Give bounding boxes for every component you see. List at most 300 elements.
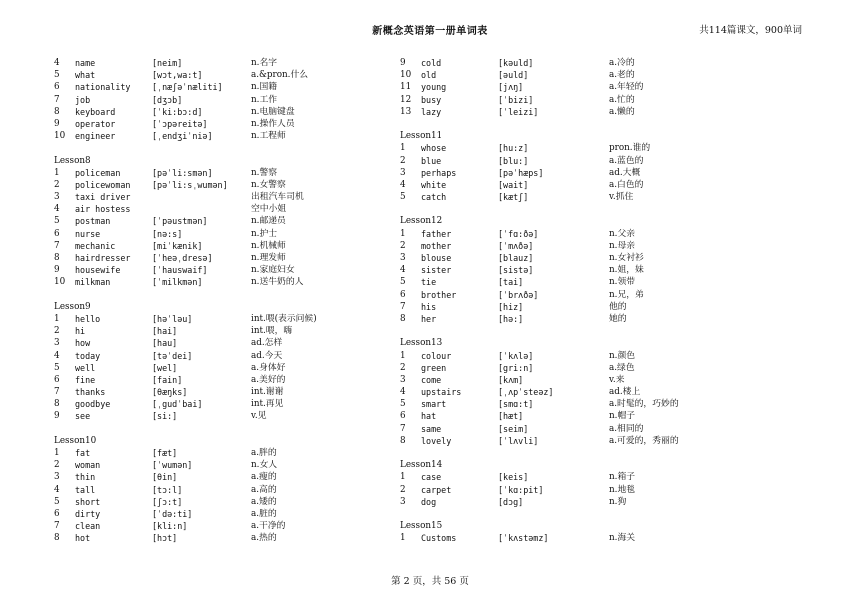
entry-number: 5 bbox=[400, 192, 406, 203]
vocabulary-row bbox=[400, 374, 780, 386]
entry-number: 6 bbox=[400, 411, 406, 422]
phonetic-transcription: [smɑ:t] bbox=[498, 399, 534, 410]
lesson-heading: Lesson14 bbox=[400, 460, 443, 471]
vocabulary-row bbox=[54, 459, 434, 471]
vocabulary-row bbox=[54, 252, 434, 264]
vocabulary-row bbox=[54, 57, 434, 69]
english-word: milkman bbox=[75, 277, 111, 288]
chinese-meaning: n.女衬衫 bbox=[609, 253, 644, 263]
phonetic-transcription: [həˈləu] bbox=[152, 313, 193, 324]
chinese-meaning: int.再见 bbox=[251, 399, 284, 410]
chinese-meaning: n.家庭妇女 bbox=[251, 265, 295, 276]
chinese-meaning: n.理发师 bbox=[251, 253, 286, 263]
entry-number: 4 bbox=[400, 265, 406, 276]
vocabulary-row bbox=[400, 179, 780, 191]
chinese-meaning: n.操作人员 bbox=[251, 118, 295, 129]
english-word: engineer bbox=[75, 131, 116, 142]
english-word: brother bbox=[421, 289, 457, 300]
chinese-meaning: a.绿色 bbox=[609, 362, 635, 373]
english-word: thin bbox=[75, 472, 96, 483]
english-word: see bbox=[75, 411, 91, 422]
phonetic-transcription: [dɔg] bbox=[498, 496, 524, 507]
phonetic-transcription: [ˈleizi] bbox=[498, 106, 539, 117]
chinese-meaning: 他的 bbox=[609, 301, 627, 312]
chinese-meaning: a.胖的 bbox=[251, 448, 277, 458]
english-word: fat bbox=[75, 448, 91, 458]
entry-number: 5 bbox=[54, 70, 60, 81]
vocabulary-row bbox=[54, 350, 434, 362]
lesson-heading: Lesson12 bbox=[400, 216, 443, 227]
english-word: nationality bbox=[75, 82, 131, 93]
spacer bbox=[400, 325, 780, 337]
entry-number: 8 bbox=[54, 106, 60, 117]
entry-number: 4 bbox=[400, 387, 406, 398]
vocabulary-row bbox=[54, 386, 434, 398]
entry-number: 10 bbox=[54, 131, 66, 142]
phonetic-transcription: [ˈhauswaif] bbox=[152, 265, 208, 276]
chinese-meaning: 空中小姐 bbox=[251, 204, 287, 215]
chinese-meaning: a.老的 bbox=[609, 70, 635, 81]
entry-number: 4 bbox=[400, 179, 406, 190]
english-word: hot bbox=[75, 533, 91, 544]
chinese-meaning: int.谢谢 bbox=[251, 387, 284, 398]
english-word: keyboard bbox=[75, 106, 116, 117]
entry-number: 9 bbox=[54, 265, 60, 276]
vocabulary-row bbox=[400, 532, 780, 544]
entry-number: 5 bbox=[400, 399, 406, 410]
entry-number: 1 bbox=[400, 143, 406, 154]
entry-number: 1 bbox=[54, 313, 60, 324]
entry-number: 4 bbox=[54, 350, 60, 361]
chinese-meaning: a.可爱的，秀丽的 bbox=[609, 435, 679, 446]
vocabulary-row bbox=[54, 179, 434, 191]
chinese-meaning: n.父亲 bbox=[609, 228, 636, 239]
vocabulary-row bbox=[400, 252, 780, 264]
chinese-meaning: a.时髦的，巧妙的 bbox=[609, 399, 679, 410]
phonetic-transcription: [seim] bbox=[498, 423, 529, 434]
entry-number: 12 bbox=[400, 94, 412, 105]
entry-number: 1 bbox=[400, 228, 406, 239]
chinese-meaning: n.海关 bbox=[609, 533, 636, 544]
entry-number: 8 bbox=[400, 313, 406, 324]
lesson-heading: Lesson13 bbox=[400, 338, 443, 349]
entry-number: 5 bbox=[54, 216, 60, 227]
chinese-meaning: n.机械师 bbox=[251, 240, 286, 251]
chinese-meaning: pron.谁的 bbox=[609, 143, 651, 154]
english-word: busy bbox=[421, 94, 442, 105]
phonetic-transcription: [ˈkɑ:pit] bbox=[498, 484, 544, 495]
phonetic-transcription: [neim] bbox=[152, 58, 183, 68]
vocabulary-row bbox=[400, 362, 780, 374]
right-vocabulary-column bbox=[400, 57, 780, 545]
vocabulary-row bbox=[54, 496, 437, 508]
chinese-meaning: 她的 bbox=[609, 313, 627, 324]
english-word: come bbox=[421, 374, 442, 385]
vocabulary-row bbox=[54, 484, 434, 496]
vocabulary-row bbox=[400, 228, 780, 240]
entry-number: 3 bbox=[54, 338, 60, 349]
english-word: tall bbox=[75, 484, 96, 495]
english-word: Customs bbox=[421, 533, 457, 544]
chinese-meaning: n.工作 bbox=[251, 94, 278, 105]
spacer bbox=[54, 142, 434, 154]
entry-number: 6 bbox=[54, 508, 60, 519]
chinese-meaning: a.相同的 bbox=[609, 423, 644, 434]
english-word: blue bbox=[421, 155, 442, 166]
phonetic-transcription: [blu:] bbox=[498, 155, 529, 166]
vocabulary-row bbox=[54, 240, 434, 252]
chinese-meaning: n.护士 bbox=[251, 228, 278, 239]
english-word: name bbox=[75, 58, 96, 68]
english-word: well bbox=[75, 362, 96, 373]
entry-number: 6 bbox=[400, 289, 406, 300]
chinese-meaning: v.见 bbox=[251, 411, 267, 422]
english-word: taxi driver bbox=[75, 192, 131, 203]
phonetic-transcription: [hau] bbox=[152, 338, 178, 349]
english-word: upstairs bbox=[421, 387, 462, 398]
vocabulary-row bbox=[54, 520, 434, 532]
english-word: smart bbox=[421, 399, 447, 410]
phonetic-transcription: [əuld] bbox=[498, 70, 529, 81]
chinese-meaning: n.女人 bbox=[251, 460, 278, 471]
vocabulary-row bbox=[54, 191, 434, 203]
entry-number: 5 bbox=[54, 496, 60, 507]
english-word: thanks bbox=[75, 387, 106, 398]
chinese-meaning: n.送牛奶的人 bbox=[251, 277, 304, 288]
english-word: woman bbox=[75, 460, 101, 471]
spacer bbox=[400, 118, 780, 130]
english-word: green bbox=[421, 362, 447, 373]
chinese-meaning: ad.怎样 bbox=[251, 338, 283, 349]
phonetic-transcription: [ˈdə:ti] bbox=[152, 508, 193, 519]
english-word: mother bbox=[421, 240, 452, 251]
vocabulary-row bbox=[54, 69, 437, 81]
phonetic-transcription: [ˈbizi] bbox=[498, 94, 534, 105]
vocabulary-row bbox=[54, 81, 434, 93]
entry-number: 1 bbox=[400, 350, 406, 361]
vocabulary-row bbox=[54, 276, 437, 288]
entry-number: 5 bbox=[400, 277, 406, 288]
phonetic-transcription: [hai] bbox=[152, 326, 178, 337]
chinese-meaning: v.来 bbox=[609, 374, 625, 385]
phonetic-transcription: [ˈkʌlə] bbox=[498, 350, 534, 361]
phonetic-transcription: [ʃɔ:t] bbox=[152, 496, 183, 507]
chinese-meaning: n.警察 bbox=[251, 167, 278, 178]
english-word: her bbox=[421, 313, 437, 324]
english-word: catch bbox=[421, 192, 447, 203]
english-word: housewife bbox=[75, 265, 121, 276]
entry-number: 2 bbox=[400, 155, 406, 166]
entry-number: 6 bbox=[54, 228, 60, 239]
entry-number: 2 bbox=[54, 179, 60, 190]
entry-number: 3 bbox=[54, 472, 60, 483]
english-word: postman bbox=[75, 216, 111, 227]
phonetic-transcription: [ˈfɑ:ðə] bbox=[498, 228, 539, 239]
page-header bbox=[0, 22, 860, 38]
vocabulary-row bbox=[400, 106, 780, 118]
vocabulary-row bbox=[54, 532, 434, 544]
vocabulary-row bbox=[54, 398, 434, 410]
phonetic-transcription: [hə:] bbox=[498, 313, 524, 324]
chinese-meaning: a.身体好 bbox=[251, 362, 286, 373]
phonetic-transcription: [pəˈhæps] bbox=[498, 167, 544, 178]
entry-number: 8 bbox=[54, 253, 60, 263]
chinese-meaning: int.喂(表示问候) bbox=[251, 313, 317, 324]
lesson-heading: Lesson15 bbox=[400, 521, 443, 532]
vocabulary-row bbox=[54, 118, 434, 130]
phonetic-transcription: [pəˈli:sˌwumən] bbox=[152, 179, 228, 190]
phonetic-transcription: [wɔt,wa:t] bbox=[152, 70, 203, 81]
phonetic-transcription: [ˈmilkmən] bbox=[152, 277, 203, 288]
vocabulary-row bbox=[400, 496, 780, 508]
phonetic-transcription: [θæŋks] bbox=[152, 387, 188, 398]
entry-number: 1 bbox=[54, 167, 60, 178]
vocabulary-row bbox=[400, 276, 780, 288]
entry-number: 8 bbox=[400, 435, 406, 446]
chinese-meaning: a.忙的 bbox=[609, 94, 635, 105]
phonetic-transcription: [fain] bbox=[152, 374, 183, 385]
entry-number: 3 bbox=[54, 192, 60, 203]
english-word: colour bbox=[421, 350, 452, 361]
vocabulary-row bbox=[400, 301, 780, 313]
entry-number: 1 bbox=[400, 472, 406, 483]
english-word: hello bbox=[75, 313, 101, 324]
entry-number: 9 bbox=[400, 58, 406, 68]
phonetic-transcription: [tai] bbox=[498, 277, 524, 288]
entry-number: 13 bbox=[400, 106, 412, 117]
english-word: policeman bbox=[75, 167, 121, 178]
english-word: goodbye bbox=[75, 399, 111, 410]
chinese-meaning: n.电脑键盘 bbox=[251, 106, 295, 117]
english-word: same bbox=[421, 423, 442, 434]
chinese-meaning: n.母亲 bbox=[609, 240, 636, 251]
english-word: what bbox=[75, 70, 96, 81]
english-word: cold bbox=[421, 58, 442, 68]
chinese-meaning: a.脏的 bbox=[251, 508, 277, 519]
phonetic-transcription: [ˈpəustmən] bbox=[152, 216, 208, 227]
english-word: air hostess bbox=[75, 204, 131, 215]
english-word: dirty bbox=[75, 508, 101, 519]
phonetic-transcription: [təˈdei] bbox=[152, 350, 193, 361]
phonetic-transcription: [θin] bbox=[152, 472, 178, 483]
english-word: hairdresser bbox=[75, 253, 131, 263]
chinese-meaning: a.矮的 bbox=[251, 496, 277, 507]
entry-number: 6 bbox=[54, 82, 60, 93]
entry-number: 9 bbox=[54, 118, 60, 129]
english-word: policewoman bbox=[75, 179, 131, 190]
english-word: tie bbox=[421, 277, 437, 288]
english-word: fine bbox=[75, 374, 96, 385]
english-word: nurse bbox=[75, 228, 101, 239]
phonetic-transcription: [keis] bbox=[498, 472, 529, 483]
english-word: white bbox=[421, 179, 447, 190]
entry-number: 2 bbox=[54, 460, 60, 471]
entry-number: 3 bbox=[400, 496, 406, 507]
chinese-meaning: n.工程师 bbox=[251, 131, 286, 142]
entry-number: 3 bbox=[400, 253, 406, 263]
chinese-meaning: v.抓住 bbox=[609, 192, 634, 203]
chinese-meaning: n.名字 bbox=[251, 58, 278, 68]
phonetic-transcription: [ˈbrʌðə] bbox=[498, 289, 539, 300]
vocabulary-row bbox=[400, 264, 780, 276]
entry-number: 10 bbox=[400, 70, 412, 81]
english-word: case bbox=[421, 472, 442, 483]
chinese-meaning: a.热的 bbox=[251, 533, 277, 544]
entry-number: 6 bbox=[54, 374, 60, 385]
vocabulary-row bbox=[400, 289, 780, 301]
phonetic-transcription: [blauz] bbox=[498, 253, 534, 263]
entry-number: 8 bbox=[54, 399, 60, 410]
chinese-meaning: a.干净的 bbox=[251, 521, 286, 532]
vocabulary-row bbox=[54, 106, 434, 118]
chinese-meaning: n.兄，弟 bbox=[609, 289, 644, 300]
phonetic-transcription: [wel] bbox=[152, 362, 178, 373]
english-word: lazy bbox=[421, 106, 442, 117]
lesson-heading: Lesson9 bbox=[54, 301, 91, 312]
phonetic-transcription: [ˈki:bɔ:d] bbox=[152, 106, 203, 117]
phonetic-transcription: [kætʃ] bbox=[498, 192, 529, 203]
spacer bbox=[54, 423, 434, 435]
vocabulary-row bbox=[54, 264, 434, 276]
chinese-meaning: a.白色的 bbox=[609, 179, 644, 190]
english-word: clean bbox=[75, 521, 101, 532]
vocabulary-row bbox=[54, 228, 434, 240]
entry-number: 7 bbox=[54, 94, 60, 105]
english-word: job bbox=[75, 94, 91, 105]
entry-number: 10 bbox=[54, 277, 66, 288]
vocabulary-row bbox=[400, 471, 780, 483]
phonetic-transcription: [hɔt] bbox=[152, 533, 178, 544]
vocabulary-row bbox=[54, 203, 434, 215]
phonetic-transcription: [hu:z] bbox=[498, 143, 529, 154]
english-word: dog bbox=[421, 496, 437, 507]
phonetic-transcription: [dʒɔb] bbox=[152, 94, 183, 105]
chinese-meaning: ad.大概 bbox=[609, 167, 641, 178]
spacer bbox=[54, 289, 434, 301]
chinese-meaning: ad.楼上 bbox=[609, 387, 641, 398]
phonetic-transcription: [kəuld] bbox=[498, 58, 534, 68]
phonetic-transcription: [ˈwumən] bbox=[152, 460, 193, 471]
entry-number: 9 bbox=[54, 411, 60, 422]
chinese-meaning: int.喂，嗨 bbox=[251, 326, 293, 337]
entry-number: 3 bbox=[400, 374, 406, 385]
chinese-meaning: a.&pron.什么 bbox=[251, 70, 309, 81]
english-word: old bbox=[421, 70, 437, 81]
english-word: blouse bbox=[421, 253, 452, 263]
entry-number: 4 bbox=[54, 484, 60, 495]
phonetic-transcription: [ˈmʌðə] bbox=[498, 240, 534, 251]
spacer bbox=[400, 447, 780, 459]
phonetic-transcription: [ˌendʒiˈniə] bbox=[152, 131, 213, 142]
english-word: hi bbox=[75, 326, 86, 337]
chinese-meaning: a.冷的 bbox=[609, 58, 635, 68]
entry-number: 4 bbox=[54, 58, 60, 68]
english-word: mechanic bbox=[75, 240, 116, 251]
vocabulary-row bbox=[400, 398, 780, 410]
chinese-meaning: n.邮递员 bbox=[251, 216, 286, 227]
chinese-meaning: n.颜色 bbox=[609, 350, 636, 361]
entry-number: 2 bbox=[400, 362, 406, 373]
chinese-meaning: n.姐，妹 bbox=[609, 265, 644, 276]
vocabulary-row bbox=[400, 94, 780, 106]
entry-number: 7 bbox=[400, 423, 406, 434]
lesson-heading: Lesson8 bbox=[54, 155, 91, 166]
english-word: today bbox=[75, 350, 101, 361]
entry-number: 11 bbox=[400, 82, 412, 93]
chinese-meaning: a.蓝色的 bbox=[609, 155, 644, 166]
phonetic-transcription: [ˈɔpəreitə] bbox=[152, 118, 208, 129]
entry-number: 3 bbox=[400, 167, 406, 178]
vocabulary-row bbox=[54, 94, 434, 106]
phonetic-transcription: [ˌgudˈbai] bbox=[152, 399, 203, 410]
entry-number: 5 bbox=[54, 362, 60, 373]
vocabulary-row bbox=[54, 130, 434, 142]
phonetic-transcription: [miˈkænik] bbox=[152, 240, 203, 251]
vocabulary-row bbox=[54, 215, 434, 227]
entry-number: 7 bbox=[54, 240, 60, 251]
phonetic-transcription: [pəˈli:smən] bbox=[152, 167, 213, 178]
chinese-meaning: n.地毯 bbox=[609, 484, 636, 495]
english-word: whose bbox=[421, 143, 447, 154]
chinese-meaning: n.女警察 bbox=[251, 179, 286, 190]
vocabulary-row bbox=[54, 337, 434, 349]
english-word: his bbox=[421, 301, 437, 312]
phonetic-transcription: [si:] bbox=[152, 411, 178, 422]
entry-number: 2 bbox=[400, 484, 406, 495]
document-title: 新概念英语第一册单词表 bbox=[372, 26, 488, 37]
english-word: short bbox=[75, 496, 101, 507]
entry-number: 8 bbox=[54, 533, 60, 544]
vocabulary-row bbox=[400, 142, 780, 154]
entry-number: 1 bbox=[400, 533, 406, 544]
chinese-meaning: n.帽子 bbox=[609, 411, 636, 422]
vocabulary-row bbox=[400, 155, 780, 167]
entry-number: 2 bbox=[400, 240, 406, 251]
vocabulary-row bbox=[54, 167, 434, 179]
entry-number: 7 bbox=[54, 387, 60, 398]
vocabulary-row bbox=[400, 423, 780, 435]
vocabulary-row bbox=[400, 484, 780, 496]
english-word: father bbox=[421, 228, 452, 239]
vocabulary-row bbox=[54, 374, 434, 386]
spacer bbox=[400, 203, 780, 215]
phonetic-transcription: [ˈlʌvli] bbox=[498, 435, 539, 446]
vocabulary-row bbox=[400, 313, 780, 325]
vocabulary-row bbox=[400, 435, 780, 447]
phonetic-transcription: [ˈheəˌdresə] bbox=[152, 253, 213, 263]
phonetic-transcription: [hæt] bbox=[498, 411, 524, 422]
chinese-meaning: a.瘦的 bbox=[251, 472, 277, 483]
phonetic-transcription: [hiz] bbox=[498, 301, 524, 312]
entry-number: 7 bbox=[400, 301, 406, 312]
word-count-note: 共114篇课文，900单词 bbox=[699, 25, 802, 36]
phonetic-transcription: [ˌnæʃəˈnæliti] bbox=[152, 82, 223, 93]
english-word: lovely bbox=[421, 435, 452, 446]
vocabulary-row bbox=[54, 362, 434, 374]
chinese-meaning: n.箱子 bbox=[609, 472, 636, 483]
english-word: hat bbox=[421, 411, 437, 422]
chinese-meaning: 出租汽车司机 bbox=[251, 192, 304, 203]
vocabulary-row bbox=[54, 410, 437, 422]
entry-number: 2 bbox=[54, 326, 60, 337]
chinese-meaning: a.高的 bbox=[251, 484, 277, 495]
vocabulary-row bbox=[54, 313, 437, 325]
vocabulary-row bbox=[400, 410, 780, 422]
page-number-footer: 第 2 页，共 56 页 bbox=[391, 576, 469, 587]
vocabulary-row bbox=[54, 471, 434, 483]
phonetic-transcription: [kli:n] bbox=[152, 521, 188, 532]
vocabulary-row bbox=[400, 57, 780, 69]
